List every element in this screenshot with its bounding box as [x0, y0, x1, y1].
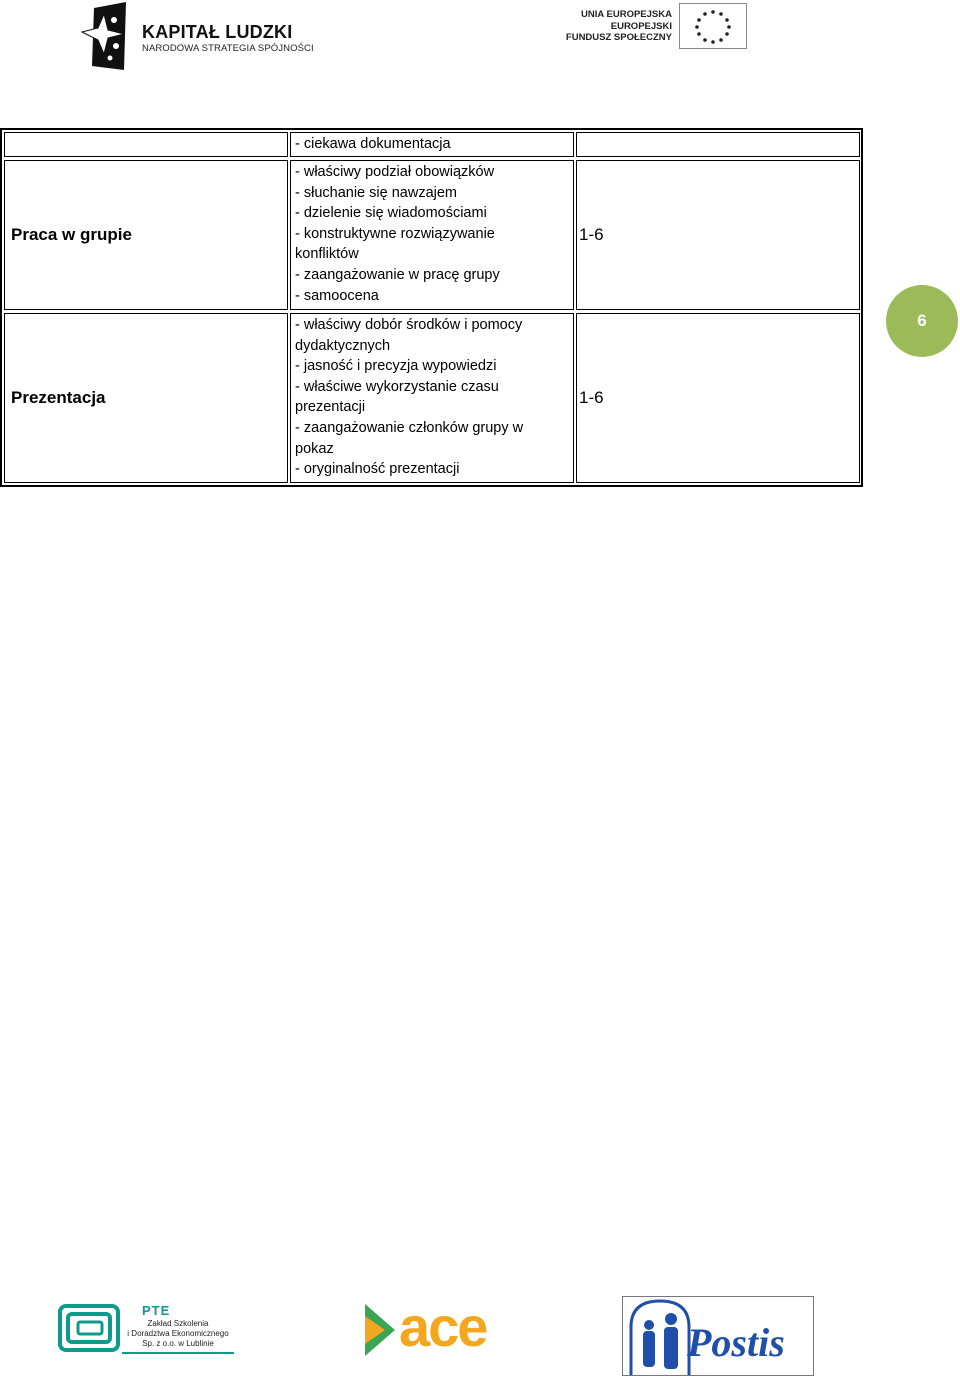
eu-logo-text: [566, 9, 672, 44]
criteria-cell: [290, 313, 574, 483]
score-cell: 1-6: [576, 160, 860, 310]
postis-figures-icon: [625, 1297, 695, 1375]
kapital-ludzki-logo: [80, 2, 314, 72]
eu-logo-line: FUNDUSZ SPOŁECZNY: [565, 32, 672, 43]
criteria-line: prezentacji: [295, 399, 366, 416]
pte-emblem-icon: [58, 1304, 120, 1352]
eu-logo-line: EUROPEJSKI: [610, 20, 672, 32]
row-label-cell: [4, 132, 288, 157]
criteria-line: - zaangażowanie w pracę grupy: [295, 266, 500, 283]
pte-subtitle: [124, 1319, 232, 1349]
criteria-line: - ciekawa dokumentacja: [295, 136, 451, 152]
assessment-table: [0, 128, 863, 487]
pte-subtitle-line: i Doradztwa Ekonomicznego: [127, 1329, 229, 1338]
ace-arrow-icon: [363, 1302, 397, 1358]
row-label-praca-w-grupie: Praca w grupie: [4, 160, 288, 310]
pte-subtitle-line: Zakład Szkolenia: [147, 1319, 209, 1328]
page-number-badge: 6: [886, 285, 958, 357]
pte-logo: [58, 1302, 238, 1356]
ace-wordmark: ace: [399, 1295, 487, 1358]
criteria-line: - właściwe wykorzystanie czasu: [295, 378, 499, 395]
pte-subtitle-line: Sp. z o.o. w Lublinie: [142, 1339, 214, 1348]
kapital-ludzki-subtitle: NARODOWA STRATEGIA SPÓJNOŚCI: [142, 43, 314, 54]
criteria-line: - dzielenie się wiadomościami: [295, 205, 487, 222]
eu-stars-icon: [680, 4, 746, 48]
criteria-line: - oryginalność prezentacji: [295, 461, 460, 478]
eu-flag-icon: [679, 3, 747, 49]
criteria-cell: [290, 160, 574, 310]
kapital-ludzki-title: KAPITAŁ LUDZKI: [142, 22, 293, 42]
score-cell: [576, 132, 860, 157]
eu-logo: [565, 3, 750, 51]
eu-logo-line: UNIA EUROPEJSKA: [581, 9, 672, 20]
criteria-cell: [290, 132, 574, 157]
criteria-line: - zaangażowanie członków grupy w: [295, 419, 524, 436]
row-label-prezentacja: Prezentacja: [4, 313, 288, 483]
postis-logo: [622, 1296, 814, 1376]
ace-logo: [363, 1295, 503, 1360]
score-cell: 1-6: [576, 313, 860, 483]
kapital-ludzki-emblem-icon: [80, 2, 140, 72]
criteria-line: - samoocena: [295, 287, 379, 304]
criteria-line: - właściwy podział obowiązków: [295, 164, 495, 180]
criteria-line: konfliktów: [295, 246, 359, 263]
postis-wordmark: Postis: [687, 1320, 785, 1365]
criteria-line: - konstruktywne rozwiązywanie: [295, 225, 495, 242]
criteria-line: dydaktycznych: [295, 337, 391, 354]
criteria-line: - jasność i precyzja wypowiedzi: [295, 358, 497, 375]
pte-underline: [122, 1352, 234, 1354]
pte-title: PTE: [142, 1303, 171, 1318]
criteria-line: - słuchanie się nawzajem: [295, 184, 457, 201]
criteria-line: pokaz: [295, 440, 334, 457]
criteria-line: - właściwy dobór środków i pomocy: [295, 317, 523, 333]
